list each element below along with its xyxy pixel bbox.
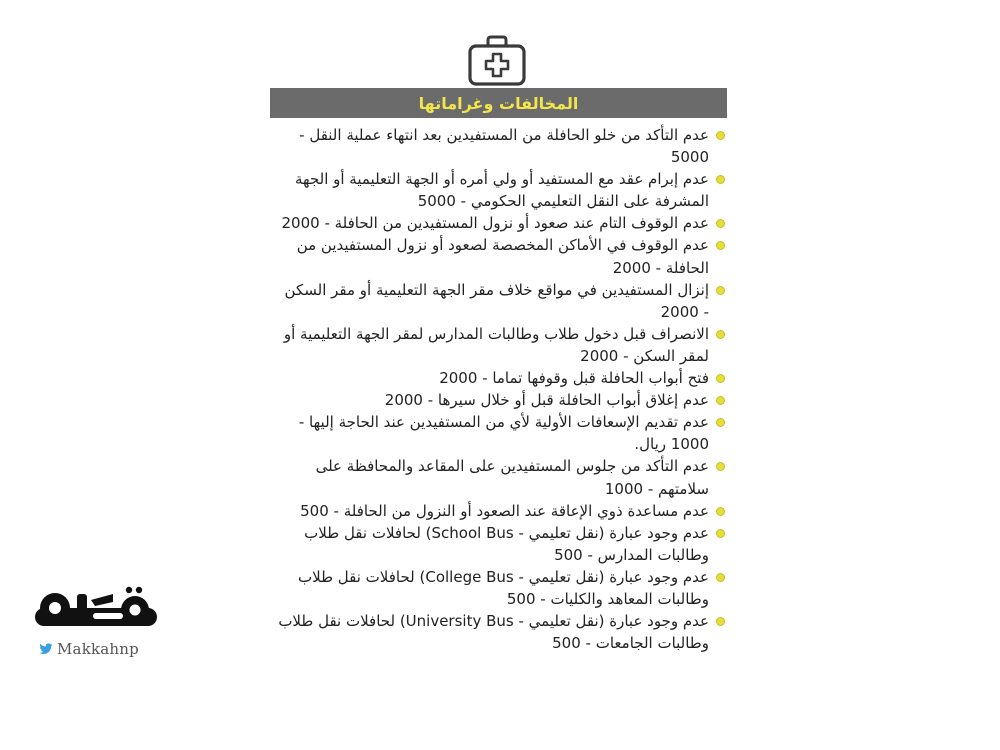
violation-text: عدم إغلاق أبواب الحافلة قبل أو خلال سيرها - 2000	[384, 391, 709, 410]
violation-text: إنزال المستفيدين في مواقع خلاف مقر الجهة التعليمية أو مقر السكن - 2000	[284, 280, 709, 321]
list-item	[278, 500, 725, 522]
list-item	[278, 234, 725, 278]
violations-list	[278, 124, 725, 654]
list-item	[278, 455, 725, 499]
list-item	[278, 279, 725, 323]
makkah-logo	[33, 586, 163, 666]
list-item	[278, 610, 725, 654]
handle-text: Makkahnp	[57, 640, 139, 658]
list-item	[278, 411, 725, 455]
bullet-dot	[716, 175, 725, 184]
violation-text: عدم تقديم الإسعافات الأولية لأي من المستفيدين عند الحاجة إليها - 1000 ريال.	[298, 413, 709, 454]
header-bar	[270, 88, 727, 118]
list-item	[278, 367, 725, 389]
violation-text: الانصراف قبل دخول طلاب وطالبات المدارس لمقر الجهة التعليمية أو لمقر السكن - 2000	[283, 324, 709, 365]
bullet-dot	[716, 374, 725, 383]
bullet-dot	[716, 529, 725, 538]
bullet-dot	[716, 219, 725, 228]
bullet-dot	[716, 573, 725, 582]
list-item	[278, 168, 725, 212]
bullet-dot	[716, 241, 725, 250]
header-title: المخالفات وغراماتها	[418, 93, 579, 113]
violation-text: عدم التأكد من جلوس المستفيدين على المقاعد والمحافظة على سلامتهم - 1000	[315, 457, 709, 498]
makkah-wordmark-logo	[33, 586, 159, 638]
violation-text: فتح أبواب الحافلة قبل وقوفها تماما - 2000	[439, 369, 709, 388]
violation-text: عدم الوقوف في الأماكن المخصصة لصعود أو نزول المستفيدين من الحافلة - 2000	[296, 236, 709, 277]
bullet-dot	[716, 462, 725, 471]
social-handle	[39, 640, 163, 658]
first-aid-kit-icon	[466, 34, 528, 88]
bullet-dot	[716, 286, 725, 295]
violation-text: عدم مساعدة ذوي الإعاقة عند الصعود أو النزول من الحافلة - 500	[300, 501, 709, 520]
violation-text: عدم وجود عبارة (نقل تعليمي - School Bus) لحافلات نقل طلاب وطالبات المدارس - 500	[304, 523, 709, 564]
twitter-icon	[39, 643, 53, 655]
list-item	[278, 124, 725, 168]
bullet-dot	[716, 418, 725, 427]
violation-text: عدم الوقوف التام عند صعود أو نزول المستفيدين من الحافلة - 2000	[281, 214, 709, 233]
list-item	[278, 212, 725, 234]
violation-text: عدم التأكد من خلو الحافلة من المستفيدين بعد انتهاء عملية النقل - 5000	[299, 126, 709, 167]
violation-text: عدم إبرام عقد مع المستفيد أو ولي أمره أو الجهة التعليمية أو الجهة المشرفة على النقل التعليمي الحكومي - 5000	[294, 170, 709, 211]
bullet-dot	[716, 507, 725, 516]
bullet-dot	[716, 617, 725, 626]
bullet-dot	[716, 396, 725, 405]
violation-text: عدم وجود عبارة (نقل تعليمي - University Bus) لحافلات نقل طلاب وطالبات الجامعات - 500	[278, 612, 709, 653]
list-item	[278, 323, 725, 367]
violation-text: عدم وجود عبارة (نقل تعليمي - College Bus) لحافلات نقل طلاب وطالبات المعاهد والكليات - 500	[298, 567, 709, 608]
bullet-dot	[716, 131, 725, 140]
bullet-dot	[716, 330, 725, 339]
list-item	[278, 389, 725, 411]
list-item	[278, 566, 725, 610]
list-item	[278, 522, 725, 566]
